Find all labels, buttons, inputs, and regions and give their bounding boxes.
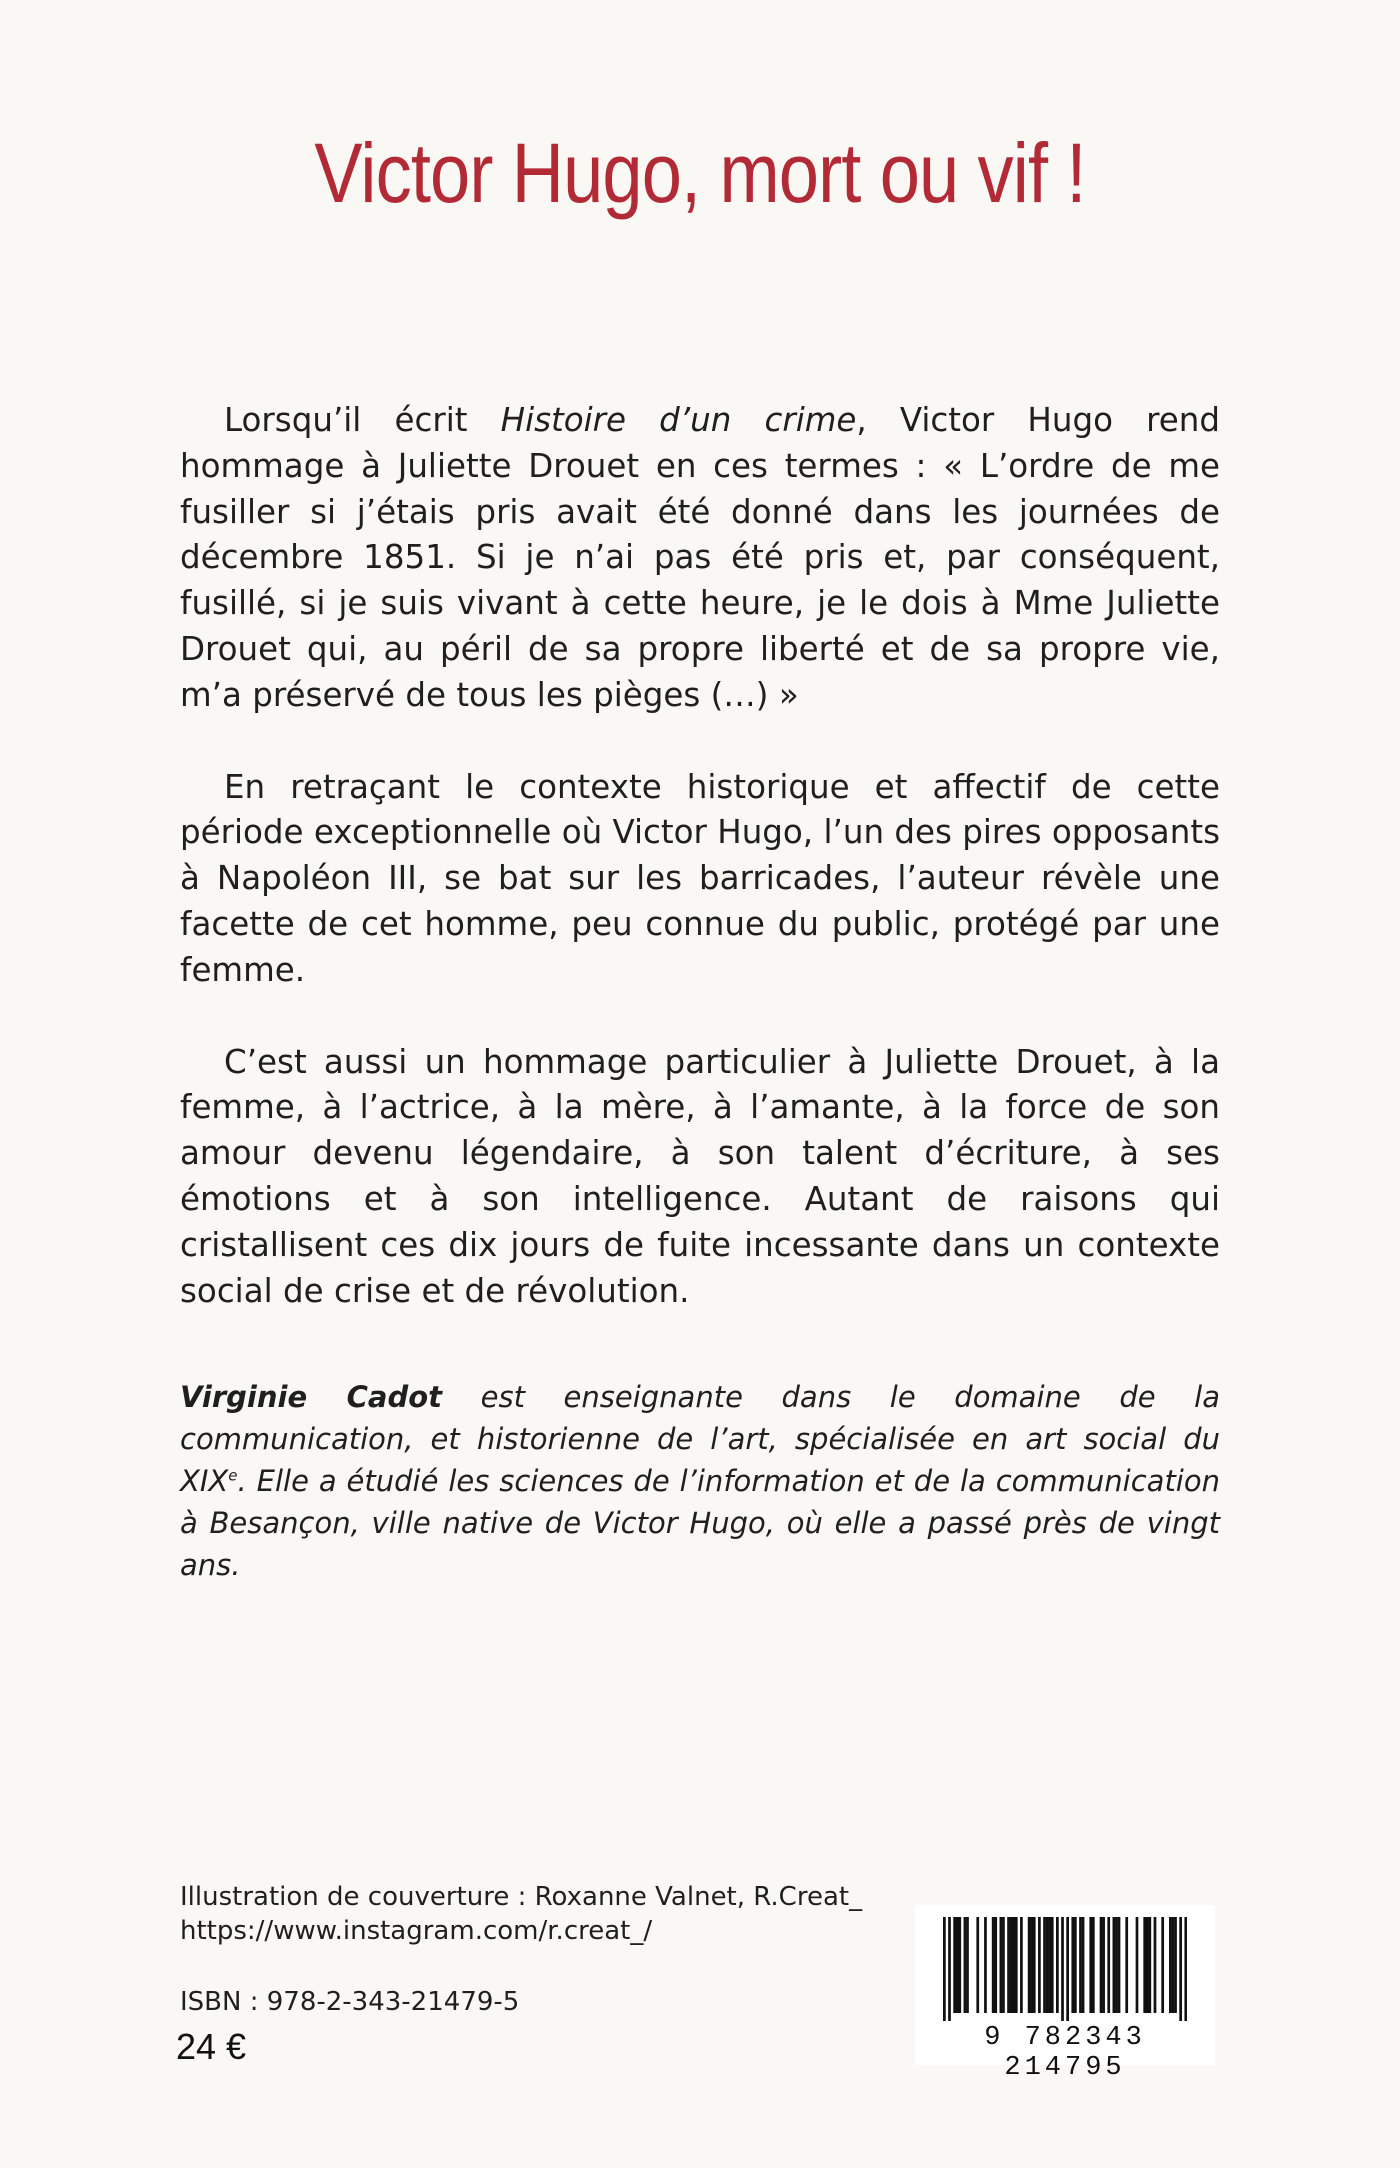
barcode-bar: [1092, 1917, 1095, 2013]
barcode-bar: [1028, 1917, 1031, 2013]
barcode-bar: [1056, 1917, 1059, 2013]
barcode-bar: [1179, 1917, 1182, 2021]
barcode-bar: [1100, 1917, 1103, 2013]
barcode-bar: [1010, 1917, 1013, 2013]
barcode-bar: [1143, 1917, 1146, 2013]
barcode-bar: [1015, 1917, 1018, 2013]
barcode: [915, 1905, 1215, 2083]
barcode-bars: [943, 1917, 1187, 2021]
barcode-bar: [943, 1917, 946, 2021]
book-title: Victor Hugo, mort ou vif !: [314, 126, 1086, 220]
barcode-bar: [1061, 1917, 1064, 2021]
barcode-bar: [1074, 1917, 1077, 2013]
barcode-bar: [948, 1917, 951, 2021]
barcode-bar: [958, 1917, 961, 2013]
barcode-bar: [1020, 1917, 1023, 2013]
barcode-bar: [1002, 1917, 1005, 2013]
barcode-bar: [1071, 1917, 1074, 2013]
barcode-bar: [1033, 1917, 1036, 2013]
barcode-bar: [1154, 1917, 1157, 2013]
author-name: Virginie Cadot: [180, 1380, 443, 1414]
barcode-bar: [1184, 1917, 1187, 2021]
barcode-bar: [1118, 1917, 1121, 2013]
barcode-bar: [976, 1917, 979, 2013]
barcode-bar: [1125, 1917, 1128, 2013]
barcode-bar: [1089, 1917, 1092, 2013]
barcode-digits: 9 782343 214795: [984, 2023, 1146, 2083]
century-superscript: e: [228, 1466, 238, 1485]
instagram-link[interactable]: https://www.instagram.com/r.creat_/: [180, 1916, 653, 1946]
barcode-bar: [1007, 1917, 1010, 2013]
barcode-bar: [1012, 1917, 1015, 2013]
barcode-bar: [1082, 1917, 1085, 2013]
bio-text: est enseignante dans le domaine de la communication, et historienne de l’art, spécialisée en art social du XIX: [180, 1380, 1221, 1498]
barcode-bar: [1172, 1917, 1175, 2013]
price-label: 24 €: [176, 2026, 247, 2067]
summary-paragraph-1: [180, 398, 1220, 719]
barcode-bar: [953, 1917, 956, 2013]
summary-paragraph-3: C’est aussi un hommage particulier à Juliette Drouet, à la femme, à l’actrice, à la mère, à l’amante, à la force de son amour devenu légendaire, à son talent d’écriture, à ses émotions et à son intelligence. Autant de raisons qui cristallisent ces dix jours de fuite incessante dans un contexte social de crise et de révolution.: [180, 1042, 1220, 1310]
barcode-bar: [964, 1917, 967, 2013]
barcode-bar: [1148, 1917, 1151, 2013]
barcode-bar: [1115, 1917, 1118, 2013]
barcode-bar: [956, 1917, 959, 2013]
illustration-credit-line: Illustration de couverture : Roxanne Valnet, R.Creat_: [180, 1882, 863, 1912]
barcode-bar: [1066, 1917, 1069, 2021]
illustration-credits: [180, 1880, 862, 1948]
barcode-bar: [1051, 1917, 1054, 2013]
barcode-bar: [1169, 1917, 1172, 2013]
book-reference-italic: Histoire d’un crime: [500, 401, 857, 439]
barcode-bar: [1102, 1917, 1105, 2013]
barcode-bar: [1146, 1917, 1149, 2013]
barcode-bar: [1046, 1917, 1049, 2013]
barcode-bar: [966, 1917, 969, 2013]
barcode-bar: [1079, 1917, 1082, 2013]
author-biography: [180, 1376, 1220, 1586]
barcode-bar: [1030, 1917, 1033, 2013]
bio-text: . Elle a étudié les sciences de l’information et de la communication à Besançon, ville native de Victor Hugo, où elle a passé près de vingt ans.: [180, 1464, 1220, 1582]
paragraph-text: , Victor Hugo rend hommage à Juliette Drouet en ces termes : « L’ordre de me fusiller si j’étais pris avait été donné dans les journées de décembre 1851. Si je n’ai pas été pris et, par conséquent, fusillé, si je suis vivant à cette heure, je le dois à Mme Juliette Drouet qui, au péril de sa propre liberté et de sa propre vie, m’a préservé de tous les pièges (…) »: [180, 401, 1220, 714]
summary-paragraph-2: En retraçant le contexte historique et affectif de cette période exceptionnelle où Victor Hugo, l’un des pires opposants à Napoléon III, se bat sur les barricades, l’auteur révèle une facette de cet homme, peu connue du public, protégé par une femme.: [180, 767, 1220, 989]
barcode-bar: [1043, 1917, 1046, 2013]
barcode-bar: [1136, 1917, 1139, 2013]
isbn-number: ISBN : 978-2-343-21479-5: [180, 1987, 520, 2017]
barcode-bar: [992, 1917, 995, 2013]
barcode-bar: [984, 1917, 987, 2013]
barcode-bar: [1038, 1917, 1041, 2013]
barcode-bar: [1000, 1917, 1003, 2013]
barcode-bar: [1048, 1917, 1051, 2013]
barcode-bar: [1107, 1917, 1110, 2013]
barcode-bar: [1113, 1917, 1116, 2013]
back-cover-summary: [180, 398, 1220, 1360]
barcode-bar: [994, 1917, 997, 2013]
paragraph-text: Lorsqu’il écrit: [224, 401, 501, 439]
barcode-bar: [1161, 1917, 1164, 2013]
barcode-bar: [1174, 1917, 1177, 2013]
